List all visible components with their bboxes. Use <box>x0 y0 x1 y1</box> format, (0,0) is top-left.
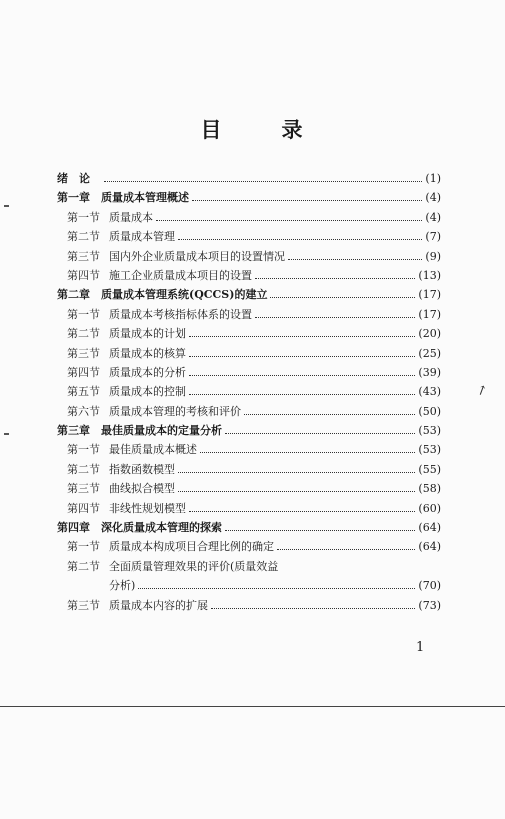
toc-section-row <box>57 558 441 577</box>
toc-section-row <box>57 345 441 364</box>
toc-chapter-row <box>57 519 441 538</box>
toc-entry-label: 第一节 <box>67 210 100 224</box>
toc-page-number: (17) <box>418 288 441 302</box>
toc-entry-label: 第三节 <box>67 346 100 360</box>
toc-entry-label: 第二节 <box>67 327 100 341</box>
toc-page-number: (4) <box>425 210 441 224</box>
toc-entry-title: 最佳质量成本概述 <box>109 443 197 457</box>
dot-leader <box>255 317 415 318</box>
toc-page-number: (53) <box>418 443 441 457</box>
toc-chapter-row <box>57 189 441 208</box>
toc-entry-title: 质量成本的核算 <box>109 346 186 360</box>
toc-entry-label: 第二节 <box>67 230 100 244</box>
dot-leader <box>192 200 422 201</box>
dot-leader <box>244 414 415 415</box>
toc-section-row <box>57 597 441 616</box>
toc-section-row <box>57 577 441 596</box>
toc-entry-label: 第三章 <box>57 424 90 438</box>
dot-leader <box>178 472 415 473</box>
dot-leader <box>138 588 415 589</box>
toc-page-number: (39) <box>418 365 441 379</box>
toc-entry-label: 第六节 <box>67 404 100 418</box>
toc-chapter-row <box>57 286 441 305</box>
toc-page-number: (64) <box>418 540 441 554</box>
toc-section-row <box>57 209 441 228</box>
dot-leader <box>178 239 422 240</box>
title-char-2: 录 <box>281 118 305 142</box>
toc-entry-title: 质量成本管理系统(QCCS)的建立 <box>101 288 268 302</box>
dot-leader <box>200 452 415 453</box>
toc-section-row <box>57 383 441 402</box>
toc-section-row <box>57 306 441 325</box>
toc-entry-label: 第一节 <box>67 540 100 554</box>
dot-leader <box>225 530 415 531</box>
page-number: 1 <box>416 640 425 655</box>
dot-leader <box>277 549 415 550</box>
toc-section-row <box>57 461 441 480</box>
toc-section-row <box>57 364 441 383</box>
toc-section-row <box>57 500 441 519</box>
toc-entry-title: 质量成本的控制 <box>109 385 186 399</box>
dot-leader <box>189 356 415 357</box>
toc-entry-label: 第一节 <box>67 443 100 457</box>
table-of-contents <box>57 170 441 616</box>
toc-entry-title: 全面质量管理效果的评价(质量效益 <box>109 559 279 573</box>
toc-section-row <box>57 325 441 344</box>
toc-page-number: (1) <box>425 172 441 185</box>
dot-leader <box>189 511 415 512</box>
dot-leader <box>225 433 415 434</box>
toc-entry-title: 质量成本管理概述 <box>101 191 189 205</box>
toc-page-number: (73) <box>418 598 441 612</box>
toc-section-row <box>57 441 441 460</box>
toc-page-number: (70) <box>418 579 441 593</box>
toc-page-number: (60) <box>418 501 441 515</box>
page-title <box>0 114 505 144</box>
toc-entry-title: 施工企业质量成本项目的设置 <box>109 268 252 282</box>
toc-chapter-row <box>57 422 441 441</box>
toc-entry-label: 第四节 <box>67 501 100 515</box>
toc-entry-label: 第一章 <box>57 191 90 205</box>
toc-entry-title: 最佳质量成本的定量分析 <box>101 424 222 438</box>
toc-entry-label: 第三节 <box>67 249 100 263</box>
toc-entry-title: 质量成本管理 <box>109 230 175 244</box>
dot-leader <box>178 491 415 492</box>
toc-page-number: (4) <box>425 191 441 205</box>
toc-section-row <box>57 228 441 247</box>
dot-leader <box>255 278 415 279</box>
page-bottom-rule <box>0 706 505 707</box>
toc-page-number: (53) <box>418 424 441 438</box>
toc-entry-title: 质量成本管理的考核和评价 <box>109 404 241 418</box>
toc-entry-label: 第三节 <box>67 598 100 612</box>
toc-section-row <box>57 267 441 286</box>
margin-mark <box>4 433 9 435</box>
toc-page-number: (55) <box>418 462 441 476</box>
toc-entry-title: 深化质量成本管理的探索 <box>101 521 222 535</box>
toc-entry-label: 第二节 <box>67 462 100 476</box>
toc-entry-label: 第四节 <box>67 268 100 282</box>
dot-leader <box>211 608 415 609</box>
dot-leader <box>104 181 422 182</box>
toc-entry-label: 第一节 <box>67 307 100 321</box>
toc-entry-label: 第二节 <box>67 559 100 573</box>
dot-leader <box>189 375 415 376</box>
stray-mark: ↑ <box>473 382 490 401</box>
toc-page-number: (17) <box>418 307 441 321</box>
toc-page-number: (64) <box>418 521 441 535</box>
toc-section-row <box>57 248 441 267</box>
dot-leader <box>189 336 415 337</box>
toc-entry-title: 非线性规划模型 <box>109 501 186 515</box>
toc-page-number: (58) <box>418 482 441 496</box>
title-char-1: 目 <box>200 118 224 142</box>
toc-entry-title: 质量成本的分析 <box>109 365 186 379</box>
toc-page-number: (43) <box>418 385 441 399</box>
toc-entry-label: 第四章 <box>57 521 90 535</box>
toc-section-row <box>57 480 441 499</box>
toc-section-row <box>57 538 441 557</box>
toc-entry-title: 质量成本考核指标体系的设置 <box>109 307 252 321</box>
toc-entry-title: 质量成本 <box>109 210 153 224</box>
toc-page-number: (50) <box>418 404 441 418</box>
toc-entry-title: 质量成本内容的扩展 <box>109 598 208 612</box>
toc-entry-title: 质量成本的计划 <box>109 327 186 341</box>
toc-entry-label: 第四节 <box>67 365 100 379</box>
toc-entry-title: 质量成本构成项目合理比例的确定 <box>109 540 274 554</box>
toc-entry-label: 绪 论 <box>57 172 90 185</box>
toc-page-number: (13) <box>418 268 441 282</box>
dot-leader <box>288 259 422 260</box>
toc-chapter-row <box>57 170 441 189</box>
toc-page-number: (7) <box>425 230 441 244</box>
dot-leader <box>189 394 415 395</box>
dot-leader <box>156 220 422 221</box>
toc-entry-title: 国内外企业质量成本项目的设置情况 <box>109 249 285 263</box>
toc-page-number: (25) <box>418 346 441 360</box>
toc-entry-label: 第二章 <box>57 288 90 302</box>
toc-page-number: (20) <box>418 327 441 341</box>
margin-mark <box>4 205 9 207</box>
toc-entry-title: 指数函数模型 <box>109 462 175 476</box>
toc-entry-title: 分析) <box>109 579 136 593</box>
dot-leader <box>270 297 415 298</box>
toc-entry-label: 第三节 <box>67 482 100 496</box>
toc-section-row <box>57 403 441 422</box>
toc-entry-label: 第五节 <box>67 385 100 399</box>
toc-entry-title: 曲线拟合模型 <box>109 482 175 496</box>
toc-page-number: (9) <box>425 249 441 263</box>
